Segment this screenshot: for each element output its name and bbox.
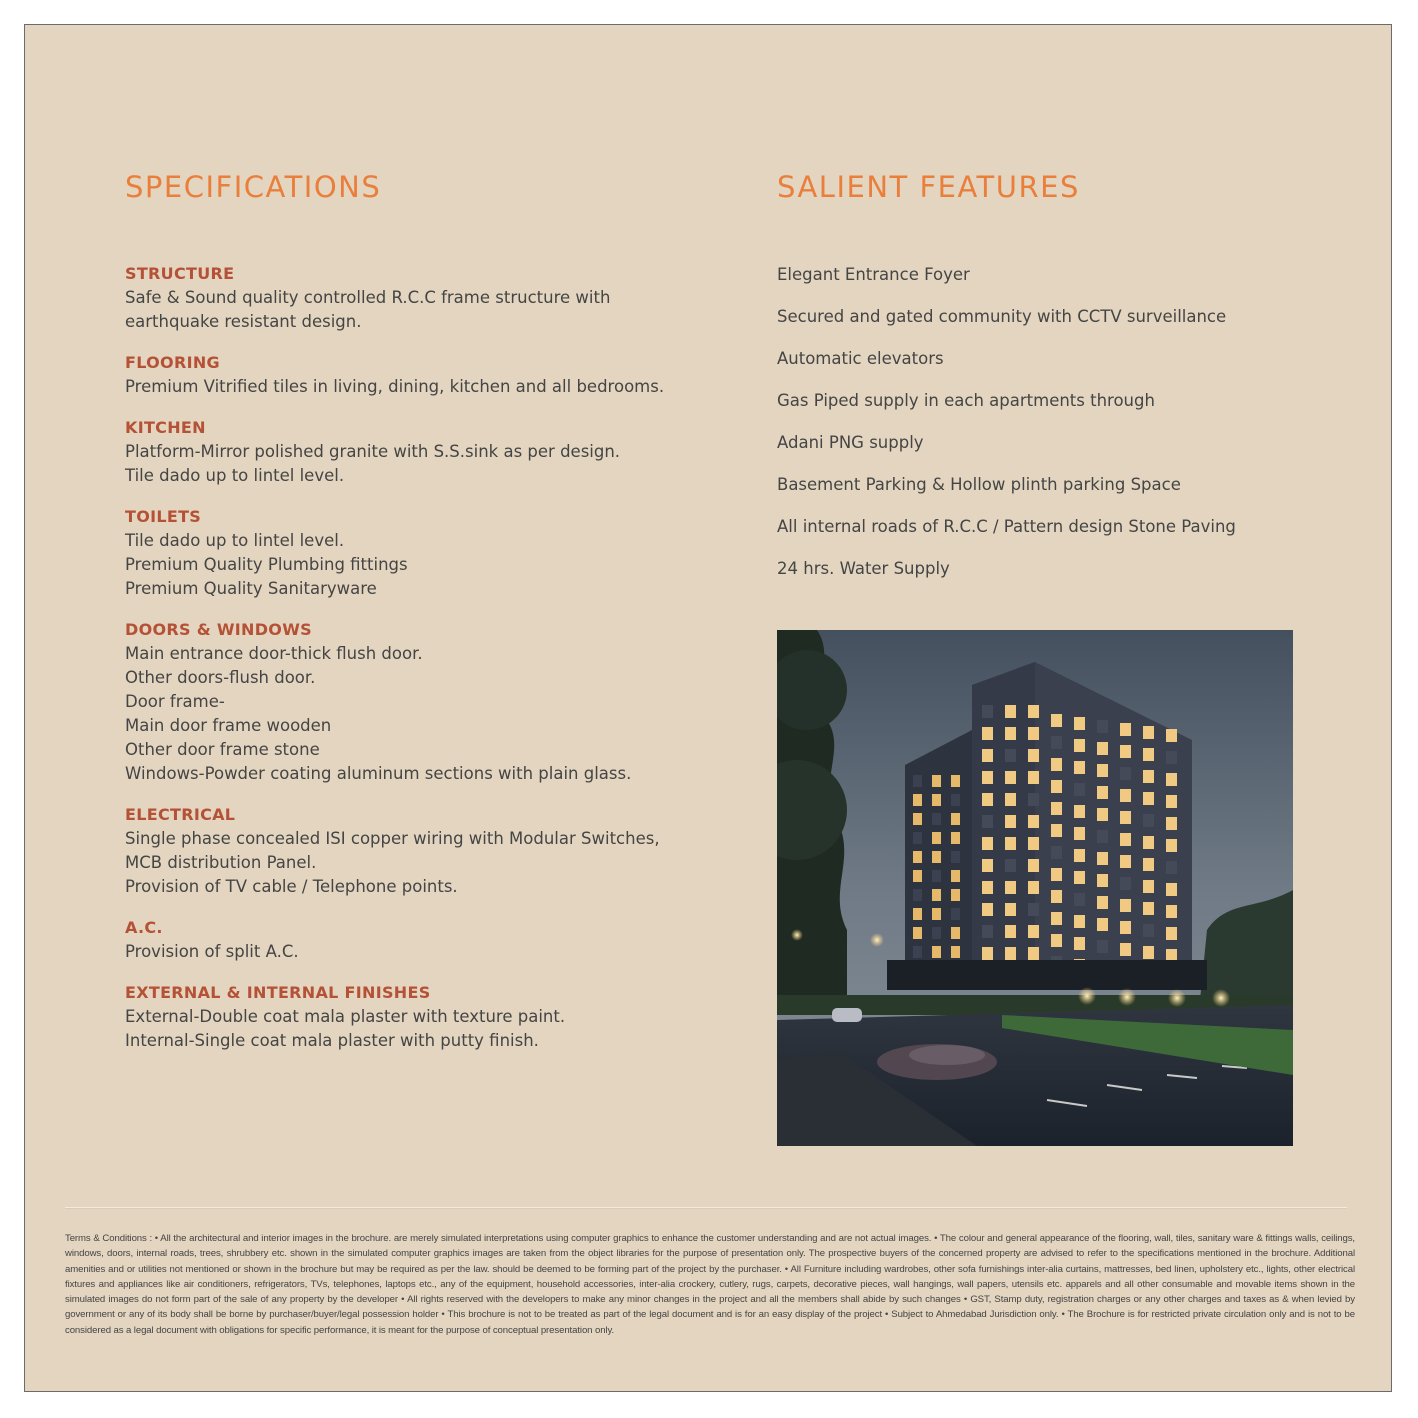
spec-section (125, 351, 735, 399)
window-light (1120, 833, 1131, 846)
window-light (951, 889, 960, 901)
spec-section (125, 262, 735, 334)
brochure-page (24, 24, 1392, 1392)
spec-line: Internal-Single coat mala plaster with putty finish. (125, 1031, 539, 1050)
specifications-title: SPECIFICATIONS (125, 170, 382, 204)
window-light (1120, 921, 1131, 934)
window-light (932, 908, 941, 920)
window-light (1074, 871, 1085, 884)
window-light (1166, 773, 1177, 786)
window-light (1051, 846, 1062, 859)
building-render-image (777, 630, 1293, 1146)
window-light (982, 859, 993, 872)
spec-line: External-Double coat mala plaster with texture paint. (125, 1007, 566, 1026)
window-light (932, 889, 941, 901)
window-light (1074, 849, 1085, 862)
window-light (1097, 720, 1108, 733)
window-light (1051, 714, 1062, 727)
window-light (1005, 947, 1016, 960)
window-light (951, 946, 960, 958)
spec-line: Premium Vitrified tiles in living, dining, kitchen and all bedrooms. (125, 377, 665, 396)
window-light (982, 903, 993, 916)
window-light (913, 927, 922, 939)
window-light (1097, 786, 1108, 799)
window-light (932, 870, 941, 882)
window-light (1028, 837, 1039, 850)
window-light (1143, 858, 1154, 871)
window-light (982, 771, 993, 784)
window-light (951, 813, 960, 825)
window-light (932, 832, 941, 844)
window-light (1005, 727, 1016, 740)
window-light (1097, 918, 1108, 931)
footer-divider (65, 1207, 1347, 1209)
window-light (1005, 815, 1016, 828)
window-light (982, 705, 993, 718)
spec-line: Provision of TV cable / Telephone points. (125, 877, 458, 896)
window-light (982, 749, 993, 762)
window-light (1028, 749, 1039, 762)
window-light (951, 832, 960, 844)
window-light (1120, 767, 1131, 780)
window-light (1005, 859, 1016, 872)
window-light (982, 793, 993, 806)
window-light (951, 927, 960, 939)
window-light (982, 815, 993, 828)
window-light (1143, 748, 1154, 761)
window-light (1166, 817, 1177, 830)
window-light (1028, 727, 1039, 740)
window-light (1005, 925, 1016, 938)
window-light (1074, 937, 1085, 950)
window-light (1097, 808, 1108, 821)
window-light (932, 851, 941, 863)
window-light (1166, 751, 1177, 764)
spec-section (125, 416, 735, 488)
window-light (1028, 903, 1039, 916)
window-light (1166, 861, 1177, 874)
spec-heading: ELECTRICAL (125, 805, 236, 824)
window-light (1143, 726, 1154, 739)
window-light (932, 946, 941, 958)
window-light (1005, 771, 1016, 784)
window-light (982, 837, 993, 850)
spec-line: Other door frame stone (125, 740, 320, 759)
window-light (932, 813, 941, 825)
window-light (1028, 925, 1039, 938)
spec-heading: TOILETS (125, 507, 202, 526)
window-light (982, 881, 993, 894)
window-light (1028, 815, 1039, 828)
window-light (1051, 824, 1062, 837)
feature-item: Gas Piped supply in each apartments through (777, 391, 1155, 410)
window-light (1143, 814, 1154, 827)
spec-section (125, 803, 735, 899)
window-light (913, 794, 922, 806)
window-light (1097, 896, 1108, 909)
window-light (1120, 899, 1131, 912)
window-light (1143, 924, 1154, 937)
window-light (1120, 723, 1131, 736)
window-light (982, 727, 993, 740)
spec-line: Platform-Mirror polished granite with S.S.sink as per design. (125, 442, 621, 461)
window-light (1097, 940, 1108, 953)
spec-section (125, 916, 735, 964)
window-light (1143, 902, 1154, 915)
spec-line: Premium Quality Plumbing fittings (125, 555, 408, 574)
window-light (1051, 934, 1062, 947)
window-light (1051, 912, 1062, 925)
feature-item: All internal roads of R.C.C / Pattern design Stone Paving (777, 517, 1236, 536)
window-light (1120, 877, 1131, 890)
window-light (932, 794, 941, 806)
window-light (1074, 739, 1085, 752)
window-light (932, 927, 941, 939)
spec-heading: FLOORING (125, 353, 220, 372)
window-light (1005, 749, 1016, 762)
window-light (1166, 839, 1177, 852)
window-light (1166, 795, 1177, 808)
window-light (1074, 761, 1085, 774)
spec-section (125, 505, 735, 601)
window-light (982, 947, 993, 960)
window-light (1074, 805, 1085, 818)
spec-line: Main door frame wooden (125, 716, 332, 735)
window-light (1051, 758, 1062, 771)
window-light (1005, 793, 1016, 806)
window-light (1143, 792, 1154, 805)
window-light (951, 908, 960, 920)
window-light (1120, 811, 1131, 824)
spec-line: Windows-Powder coating aluminum sections with plain glass. (125, 764, 632, 783)
spec-section (125, 618, 735, 786)
window-light (913, 813, 922, 825)
spec-heading: A.C. (125, 918, 163, 937)
spec-heading: STRUCTURE (125, 264, 235, 283)
window-light (1143, 770, 1154, 783)
window-light (1051, 890, 1062, 903)
window-light (951, 851, 960, 863)
window-light (1143, 946, 1154, 959)
window-light (951, 775, 960, 787)
spec-line: earthquake resistant design. (125, 312, 362, 331)
window-light (982, 925, 993, 938)
feature-item: Adani PNG supply (777, 433, 924, 452)
window-light (1097, 874, 1108, 887)
window-light (1028, 793, 1039, 806)
window-light (1028, 859, 1039, 872)
window-light (913, 946, 922, 958)
spec-line: Tile dado up to lintel level. (125, 466, 345, 485)
window-light (1097, 852, 1108, 865)
window-light (1028, 705, 1039, 718)
spec-line: Safe & Sound quality controlled R.C.C frame structure with (125, 288, 611, 307)
spec-line: Main entrance door-thick flush door. (125, 644, 423, 663)
terms-and-conditions: Terms & Conditions : • All the architectural and interior images in the brochure. are merely simulated interpretations using computer graphics to enhance the customer understanding and are not actual images. • The colour and general appearance of the flooring, wall, tiles, sanitary ware & fittings walls, ceilings, windows, doors, internal roads, trees, shrubbery etc. shown in the simulated computer graphics images are taken from the object libraries for the purpose of presentation only. The prospective buyers of the concerned property are advised to refer to the specifications mentioned in the brochure. Additional amenities and or utilities not mentioned or shown in the brochure but may be required as per the law. should be deemed to be forming part of the project by the purchaser. • All Furniture including wardrobes, other sofa furnishings inter-alia curtains, mattresses, bed linen, upholstery etc., lights, other electrical fixtures and appliances like air conditioners, refrigerators, TVs, telephones, laptops etc., any of the equipment, household accessories, inter-alia crockery, cutlery, rugs, carpets, decorative pieces, wall hangings, wall papers, utensils etc. apparels and all other consumable and movable items shown in the simulated images do not form part of the sale of any property by the developer • All rights reserved with the developers to make any minor changes in the project and all the members shall abide by such changes • GST, Stamp duty, registration charges or any other charges and taxes as & when levied by government or any of its body shall be borne by purchaser/buyer/legal possession holder • This brochure is not to be treated as part of the legal document and is for an easy display of the project • Subject to Ahmedabad Jurisdiction only. • The Brochure is for restricted private circulation only and is not to be considered as a legal document with obligations for specific performance, it is meant for the purpose of conceptual presentation only. (65, 1233, 1355, 1336)
window-light (913, 870, 922, 882)
window-light (1051, 868, 1062, 881)
window-light (951, 870, 960, 882)
window-light (1166, 883, 1177, 896)
spec-heading: EXTERNAL & INTERNAL FINISHES (125, 983, 431, 1002)
feature-item: Secured and gated community with CCTV surveillance (777, 307, 1227, 326)
feature-item: 24 hrs. Water Supply (777, 559, 950, 578)
window-light (1097, 764, 1108, 777)
window-light (1120, 943, 1131, 956)
window-light (1005, 903, 1016, 916)
window-light (1143, 880, 1154, 893)
window-light (1097, 742, 1108, 755)
spec-section (125, 981, 735, 1053)
window-light (1005, 881, 1016, 894)
window-light (913, 832, 922, 844)
window-light (1005, 705, 1016, 718)
window-light (1074, 717, 1085, 730)
spec-line: Provision of split A.C. (125, 942, 299, 961)
window-light (951, 794, 960, 806)
window-light (1051, 736, 1062, 749)
window-light (1120, 745, 1131, 758)
window-light (1074, 893, 1085, 906)
window-light (1166, 729, 1177, 742)
spec-heading: DOORS & WINDOWS (125, 620, 312, 639)
window-light (1028, 881, 1039, 894)
window-light (1097, 830, 1108, 843)
window-light (1166, 905, 1177, 918)
window-light (1074, 827, 1085, 840)
window-light (1051, 780, 1062, 793)
spec-line: MCB distribution Panel. (125, 853, 317, 872)
window-light (932, 775, 941, 787)
window-light (1028, 771, 1039, 784)
spec-line: Single phase concealed ISI copper wiring with Modular Switches, (125, 829, 660, 848)
window-light (1005, 837, 1016, 850)
feature-item: Automatic elevators (777, 349, 944, 368)
window-light (913, 908, 922, 920)
window-light (913, 775, 922, 787)
window-light (1120, 855, 1131, 868)
window-light (1074, 783, 1085, 796)
window-light (1028, 947, 1039, 960)
window-light (1051, 802, 1062, 815)
feature-item: Elegant Entrance Foyer (777, 265, 970, 284)
spec-line: Premium Quality Sanitaryware (125, 579, 377, 598)
feature-item: Basement Parking & Hollow plinth parking Space (777, 475, 1181, 494)
salient-features-title: SALIENT FEATURES (777, 170, 1080, 204)
specifications-list (125, 262, 735, 1070)
spec-line: Door frame- (125, 692, 225, 711)
window-light (913, 851, 922, 863)
salient-features-list (777, 263, 1357, 599)
spec-line: Tile dado up to lintel level. (125, 531, 345, 550)
window-light (1074, 915, 1085, 928)
spec-line: Other doors-flush door. (125, 668, 316, 687)
window-light (913, 889, 922, 901)
window-light (1166, 927, 1177, 940)
window-light (1143, 836, 1154, 849)
window-light (1120, 789, 1131, 802)
spec-heading: KITCHEN (125, 418, 206, 437)
